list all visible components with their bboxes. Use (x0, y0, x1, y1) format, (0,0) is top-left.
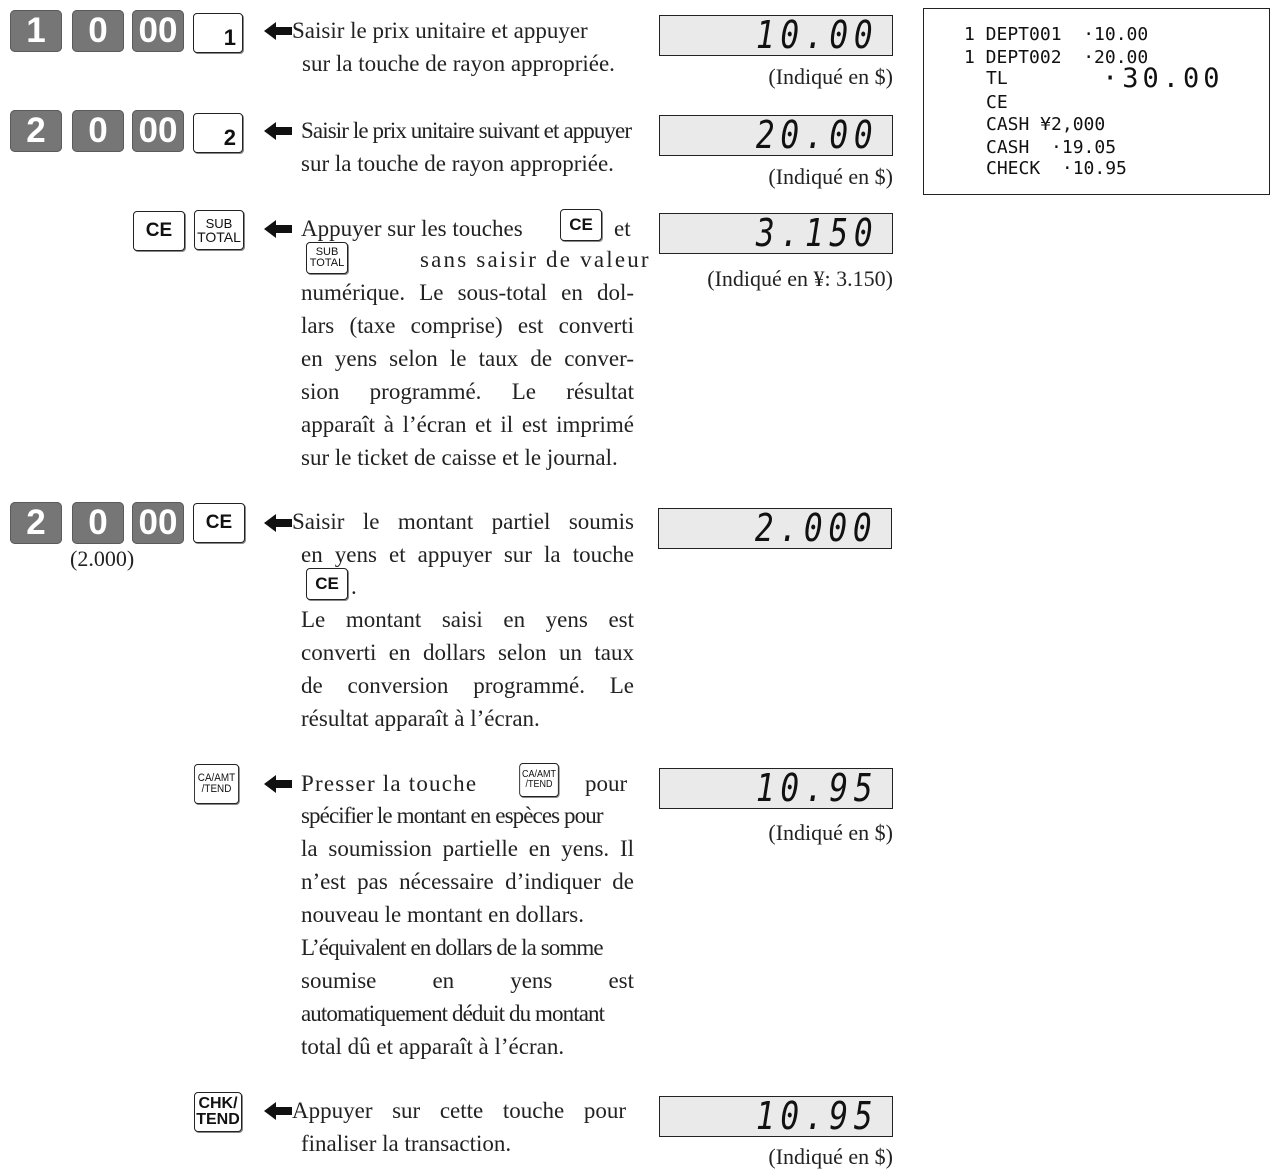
display-caption: (Indiqué en $) (768, 164, 893, 189)
key-0[interactable]: 0 (72, 10, 124, 52)
arrow-icon (264, 773, 294, 795)
step-3-text-et: et (614, 216, 631, 241)
inline-ce-key: CE (306, 568, 348, 600)
display-step-1: 10.00 (659, 15, 893, 56)
receipt-line: 1 DEPT002 ·20.00 (964, 47, 1149, 68)
key-0[interactable]: 0 (72, 502, 124, 544)
receipt-line: CHECK ·10.95 (986, 158, 1127, 179)
arrow-icon (264, 120, 294, 142)
step-5-text-body: spécifier le montant en espèces pour la soumission partielle en yens. Il n’est pas nécessaire d’indiquer de nouveau le montant en dollars. L’équivalent en dollars de la somme soumise en yens est automatiquement déduit du montant total dû et apparaît à l’écran. (301, 803, 634, 1059)
receipt-line: 1 DEPT001 ·10.00 (964, 24, 1149, 45)
display-step-3: 3.150 (659, 213, 893, 254)
key-2[interactable]: 2 (10, 110, 62, 152)
key-2[interactable]: 2 (10, 502, 62, 544)
inline-ca-amt-tend-key: CA/AMT /TEND (519, 763, 559, 797)
step-4-text-body: Le montant saisi en yens est converti en dollars selon un taux de conversion programmé. Le résultat apparaît à l’écran. (301, 607, 634, 731)
step-2-text: Saisir le prix unitaire suivant et appuyer sur la touche de rayon appropriée. (301, 118, 632, 176)
dept-key-1[interactable]: 1 (193, 13, 243, 53)
key-note: (2.000) (70, 546, 135, 571)
display-step-5: 10.95 (659, 768, 893, 809)
key-00[interactable]: 00 (132, 110, 184, 152)
arrow-icon (264, 1100, 294, 1122)
display-step-2: 20.00 (659, 115, 893, 156)
ce-key[interactable]: CE (133, 211, 185, 251)
inline-ce-key: CE (560, 209, 602, 241)
key-00[interactable]: 00 (132, 10, 184, 52)
receipt-line: CASH ¥2,000 (986, 114, 1106, 135)
receipt (923, 8, 1270, 195)
arrow-icon (264, 20, 294, 42)
receipt-line: CE (986, 92, 1008, 113)
receipt-line: TL (986, 68, 1008, 89)
step-3-text-line2: sans saisir de valeur (420, 247, 651, 272)
key-1[interactable]: 1 (10, 10, 62, 52)
step-5-text-a: Presser la touche (301, 771, 478, 796)
ca-amt-tend-key[interactable]: CA/AMT /TEND (194, 764, 239, 804)
step-4-text-period: . (351, 574, 357, 599)
receipt-line: CASH ·19.05 (986, 137, 1117, 158)
display-caption: (Indiqué en $) (768, 64, 893, 89)
subtotal-key[interactable]: SUB TOTAL (194, 210, 244, 250)
step-5-text-b: pour (585, 771, 628, 796)
step-1-text: Saisir le prix unitaire et appuyer sur la touche de rayon appropriée. (292, 18, 615, 76)
step-4-keys (10, 502, 250, 546)
display-caption: (Indiqué en $) (768, 820, 893, 845)
step-3-text-line1: Appuyer sur les touches (301, 216, 523, 241)
step-2-keys (10, 110, 250, 154)
step-3-text-body: numérique. Le sous-total en dol- lars (taxe comprise) est converti en yens selon le taux de conver- sion programmé. Le résultat apparaît à l’écran et il est imprimé sur le ticket de caisse et le journal. (301, 280, 634, 470)
display-step-6: 10.95 (659, 1096, 893, 1137)
display-caption: (Indiqué en ¥: 3.150) (707, 266, 893, 291)
arrow-icon (264, 512, 294, 534)
step-4-text-a: Saisir le montant partiel soumis en yens et appuyer sur la touche (292, 509, 634, 567)
key-0[interactable]: 0 (72, 110, 124, 152)
display-caption: (Indiqué en $) (768, 1144, 893, 1169)
step-6-text: Appuyer sur cette touche pour finaliser la transaction. (292, 1098, 626, 1156)
receipt-total: ·30.00 (1102, 63, 1224, 94)
ce-key[interactable]: CE (193, 503, 245, 543)
display-step-4: 2.000 (658, 508, 892, 549)
arrow-icon (264, 218, 294, 240)
inline-subtotal-key: SUB TOTAL (306, 242, 348, 274)
dept-key-2[interactable]: 2 (193, 113, 243, 153)
step-1-keys (10, 10, 250, 54)
chk-tend-key[interactable]: CHK/ TEND (194, 1092, 242, 1132)
key-00[interactable]: 00 (132, 502, 184, 544)
